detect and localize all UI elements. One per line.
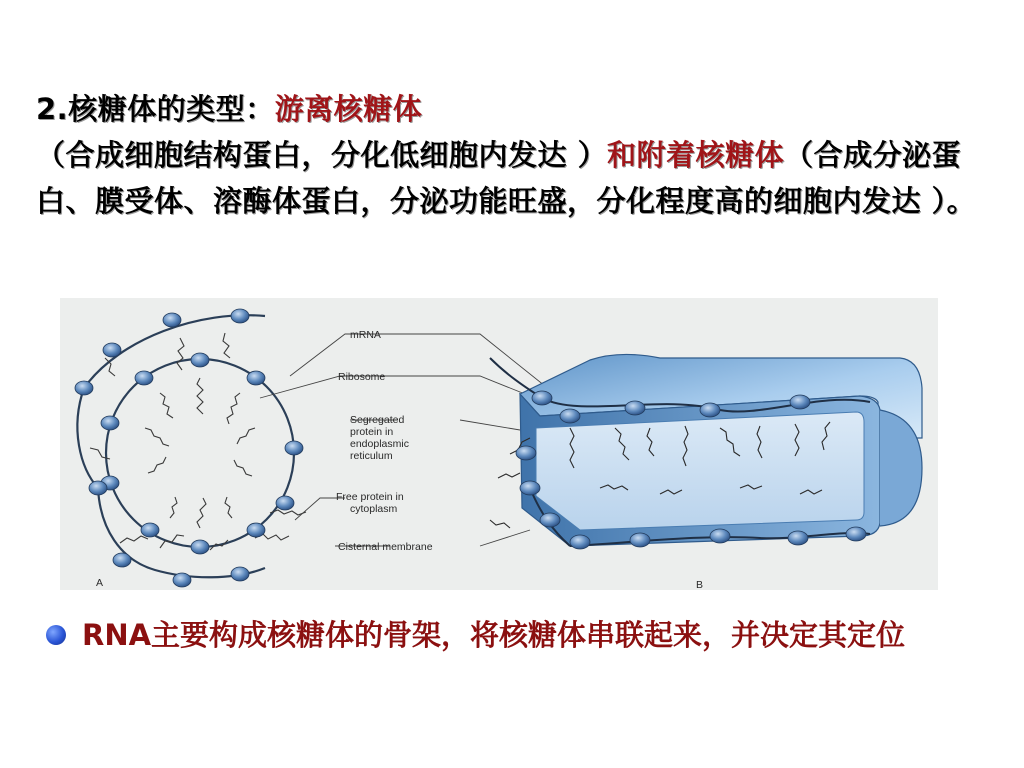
label-ribosome: Ribosome [338,371,386,383]
bullet-dot-icon [46,625,66,645]
label-mrna: mRNA [350,329,381,341]
heading-bound-ribosome: 和附着核糖体 [607,138,785,172]
er-lumen [536,412,864,530]
ribosome-diagram [60,298,938,590]
label-segregated: Segregated [350,414,405,426]
label-panel-a: A [96,577,104,589]
heading-part-1: 2.核糖体的类型： [36,92,275,126]
heading-paragraph [36,86,986,224]
rough-er-panel-b [520,354,922,546]
bullet-text: RNA主要构成核糖体的骨架，将核糖体串联起来，并决定其定位 [82,618,906,652]
heading-part-3: （合成细胞结构蛋白，分化低细胞内发达 ） [36,138,608,172]
label-free-protein: Free protein in [336,491,404,503]
label-cisternal-membrane: Cisternal membrane [338,541,433,553]
label-panel-b: B [696,579,704,590]
heading-free-ribosome: 游离核糖体 [274,92,423,126]
label-protein-in: protein in [350,426,394,438]
heading-part-5: （合成分泌蛋白、膜受体、溶酶体蛋白，分泌功能旺盛，分化程度高的细胞内发达 ）。 [36,138,977,218]
label-cytoplasm: cytoplasm [350,503,398,515]
label-reticulum: reticulum [350,450,393,462]
label-endoplasmic: endoplasmic [350,438,409,450]
